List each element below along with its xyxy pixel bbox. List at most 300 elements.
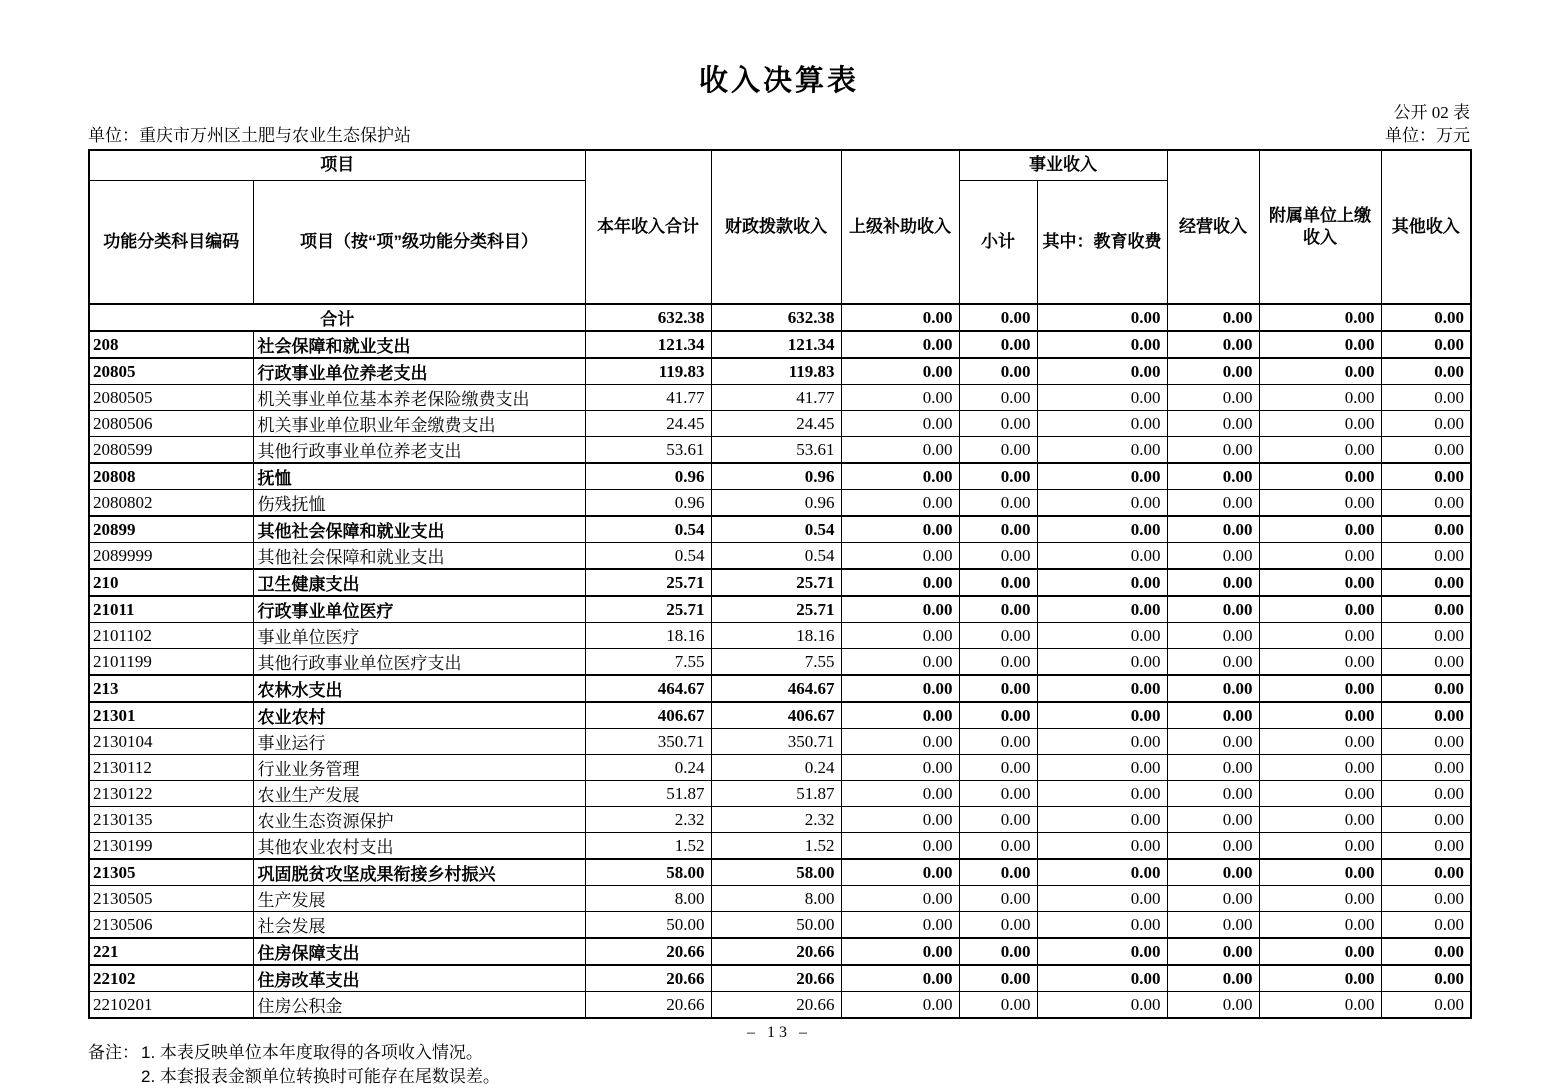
row-value-cell: 0.00	[959, 516, 1037, 543]
row-value-cell: 53.61	[585, 437, 711, 464]
unit-currency-label: 单位：万元	[1385, 126, 1470, 145]
row-value-cell: 0.00	[1037, 569, 1167, 596]
table-row	[89, 490, 1471, 517]
row-value-cell: 0.00	[1259, 781, 1381, 807]
row-value-cell: 20.66	[711, 938, 841, 965]
row-value-cell: 0.00	[1259, 569, 1381, 596]
row-value-cell: 0.00	[841, 729, 959, 755]
income-table	[88, 149, 1472, 1019]
header-col-education: 其中：教育收费	[1037, 180, 1167, 304]
row-value-cell: 0.00	[1167, 596, 1259, 623]
table-row	[89, 623, 1471, 649]
row-value-cell: 0.00	[959, 649, 1037, 676]
row-value-cell: 406.67	[585, 702, 711, 729]
row-code-cell: 2130199	[89, 833, 253, 860]
header-col-subtotal: 小计	[959, 180, 1037, 304]
row-code-cell: 2130506	[89, 912, 253, 939]
table-header	[89, 150, 1471, 304]
row-value-cell: 7.55	[711, 649, 841, 676]
row-value-cell: 0.00	[959, 623, 1037, 649]
row-value-cell: 0.00	[1259, 385, 1381, 411]
row-value-cell: 0.00	[841, 623, 959, 649]
row-code-cell: 20805	[89, 358, 253, 385]
table-row	[89, 437, 1471, 464]
row-value-cell: 119.83	[585, 358, 711, 385]
row-value-cell: 0.00	[1167, 729, 1259, 755]
row-value-cell: 0.00	[959, 912, 1037, 939]
row-value-cell: 0.96	[711, 490, 841, 517]
row-value-cell: 121.34	[711, 331, 841, 358]
row-value-cell: 0.00	[1037, 965, 1167, 992]
row-value-cell: 0.00	[1381, 807, 1471, 833]
row-value-cell: 0.00	[841, 965, 959, 992]
row-value-cell: 0.00	[1381, 411, 1471, 437]
row-value-cell: 0.00	[1259, 675, 1381, 702]
row-value-cell: 0.00	[1167, 886, 1259, 912]
row-value-cell: 0.00	[841, 702, 959, 729]
row-value-cell: 0.00	[1167, 649, 1259, 676]
header-col-code: 功能分类科目编码	[89, 180, 253, 304]
row-value-cell: 0.00	[1259, 516, 1381, 543]
row-value-cell: 0.00	[959, 543, 1037, 570]
row-value-cell: 0.00	[959, 569, 1037, 596]
row-value-cell: 20.66	[711, 992, 841, 1019]
row-value-cell: 0.00	[1259, 411, 1381, 437]
row-value-cell: 58.00	[585, 859, 711, 886]
row-value-cell: 406.67	[711, 702, 841, 729]
row-value-cell: 0.00	[1259, 755, 1381, 781]
row-value-cell: 0.00	[1381, 755, 1471, 781]
row-value-cell: 0.00	[1037, 675, 1167, 702]
row-name-cell: 巩固脱贫攻坚成果衔接乡村振兴	[253, 859, 585, 886]
row-value-cell: 0.00	[1259, 623, 1381, 649]
row-value-cell: 0.00	[1381, 596, 1471, 623]
row-value-cell: 18.16	[585, 623, 711, 649]
row-value-cell: 0.00	[959, 358, 1037, 385]
table-row	[89, 411, 1471, 437]
row-name-cell: 伤残抚恤	[253, 490, 585, 517]
row-value-cell: 0.24	[585, 755, 711, 781]
row-value-cell: 0.00	[1259, 331, 1381, 358]
row-value-cell: 0.00	[1167, 965, 1259, 992]
row-value-cell: 0.00	[1259, 649, 1381, 676]
row-value-cell: 0.00	[1037, 385, 1167, 411]
table-row	[89, 729, 1471, 755]
table-row	[89, 781, 1471, 807]
row-code-cell: 21011	[89, 596, 253, 623]
row-value-cell: 0.00	[959, 992, 1037, 1019]
row-value-cell: 51.87	[585, 781, 711, 807]
row-value-cell: 0.00	[1381, 331, 1471, 358]
row-value-cell: 0.54	[585, 543, 711, 570]
row-name-cell: 住房改革支出	[253, 965, 585, 992]
row-value-cell: 0.54	[585, 516, 711, 543]
row-value-cell: 2.32	[711, 807, 841, 833]
row-value-cell: 350.71	[585, 729, 711, 755]
row-value-cell: 0.00	[1167, 755, 1259, 781]
row-name-cell: 事业运行	[253, 729, 585, 755]
row-value-cell: 0.00	[1167, 516, 1259, 543]
row-value-cell: 0.00	[1381, 675, 1471, 702]
row-value-cell: 0.00	[1381, 992, 1471, 1019]
row-value-cell: 0.00	[1259, 543, 1381, 570]
row-value-cell: 0.00	[1037, 358, 1167, 385]
row-name-cell: 农林水支出	[253, 675, 585, 702]
row-value-cell: 0.00	[1037, 859, 1167, 886]
row-value-cell: 0.00	[1381, 516, 1471, 543]
row-value-cell: 0.00	[959, 755, 1037, 781]
row-value-cell: 0.00	[841, 675, 959, 702]
row-code-cell: 21301	[89, 702, 253, 729]
page-number: – 13 –	[747, 1024, 811, 1041]
table-row	[89, 938, 1471, 965]
row-value-cell: 0.00	[841, 649, 959, 676]
row-code-cell: 21305	[89, 859, 253, 886]
row-code-cell: 221	[89, 938, 253, 965]
row-value-cell: 0.00	[841, 596, 959, 623]
row-value-cell: 0.00	[1167, 543, 1259, 570]
row-value-cell: 0.00	[1037, 437, 1167, 464]
row-value-cell: 0.00	[1167, 702, 1259, 729]
row-value-cell: 0.24	[711, 755, 841, 781]
row-value-cell: 0.00	[1167, 490, 1259, 517]
row-value-cell: 20.66	[585, 938, 711, 965]
row-name-cell: 农业生产发展	[253, 781, 585, 807]
header-business-group: 事业收入	[959, 150, 1167, 180]
row-value-cell: 0.00	[1381, 938, 1471, 965]
row-value-cell: 0.96	[585, 463, 711, 490]
row-value-cell: 0.00	[841, 543, 959, 570]
row-value-cell: 41.77	[711, 385, 841, 411]
row-name-cell: 住房保障支出	[253, 938, 585, 965]
table-row	[89, 463, 1471, 490]
row-name-cell: 生产发展	[253, 886, 585, 912]
row-value-cell: 0.00	[1037, 833, 1167, 860]
row-value-cell: 0.00	[1037, 886, 1167, 912]
row-value-cell: 24.45	[585, 411, 711, 437]
header-col-superior: 上级补助收入	[841, 150, 959, 304]
row-value-cell: 0.00	[1381, 649, 1471, 676]
row-value-cell: 0.00	[841, 912, 959, 939]
row-value-cell: 0.00	[1037, 702, 1167, 729]
row-value-cell: 0.00	[1259, 886, 1381, 912]
table-row	[89, 965, 1471, 992]
unit-line	[88, 125, 1470, 146]
row-value-cell: 0.00	[1167, 912, 1259, 939]
row-value-cell: 41.77	[585, 385, 711, 411]
table-row	[89, 331, 1471, 358]
row-value-cell: 0.00	[1167, 992, 1259, 1019]
row-value-cell: 0.00	[1167, 463, 1259, 490]
header-col-other: 其他收入	[1381, 150, 1471, 304]
row-value-cell: 632.38	[711, 304, 841, 331]
row-name-cell: 机关事业单位职业年金缴费支出	[253, 411, 585, 437]
row-value-cell: 0.00	[1259, 729, 1381, 755]
row-name-cell: 其他社会保障和就业支出	[253, 516, 585, 543]
row-value-cell: 0.00	[1259, 992, 1381, 1019]
table-row	[89, 596, 1471, 623]
row-name-cell: 社会发展	[253, 912, 585, 939]
row-value-cell: 0.00	[1381, 859, 1471, 886]
row-value-cell: 18.16	[711, 623, 841, 649]
row-code-cell: 2101102	[89, 623, 253, 649]
page-title: 收入决算表	[698, 65, 859, 97]
row-code-cell: 2080505	[89, 385, 253, 411]
row-value-cell: 0.00	[1381, 833, 1471, 860]
row-name-cell: 农业农村	[253, 702, 585, 729]
row-value-cell: 0.00	[1037, 411, 1167, 437]
note-line: 2. 本套报表金额单位转换时可能存在尾数误差。	[141, 1067, 500, 1086]
row-value-cell: 58.00	[711, 859, 841, 886]
row-value-cell: 0.00	[841, 385, 959, 411]
row-value-cell: 0.00	[1167, 675, 1259, 702]
row-value-cell: 8.00	[711, 886, 841, 912]
table-row	[89, 516, 1471, 543]
row-value-cell: 0.00	[959, 938, 1037, 965]
row-value-cell: 0.00	[1037, 596, 1167, 623]
row-code-cell: 22102	[89, 965, 253, 992]
table-row	[89, 807, 1471, 833]
row-value-cell: 0.00	[1167, 781, 1259, 807]
row-value-cell: 1.52	[711, 833, 841, 860]
row-code-cell: 2210201	[89, 992, 253, 1019]
table-row	[89, 755, 1471, 781]
table-row	[89, 886, 1471, 912]
row-code-cell: 2130505	[89, 886, 253, 912]
table-row	[89, 649, 1471, 676]
row-value-cell: 0.00	[1259, 807, 1381, 833]
row-value-cell: 0.00	[959, 437, 1037, 464]
table-body	[89, 304, 1471, 1018]
row-name-cell: 行政事业单位养老支出	[253, 358, 585, 385]
table-code-label: 公开 02 表	[1393, 103, 1470, 122]
row-value-cell: 7.55	[585, 649, 711, 676]
note-lines	[141, 1041, 500, 1089]
row-value-cell: 0.00	[1167, 358, 1259, 385]
row-value-cell: 20.66	[585, 965, 711, 992]
row-value-cell: 0.00	[1259, 965, 1381, 992]
row-value-cell: 20.66	[711, 965, 841, 992]
row-value-cell: 0.00	[1167, 385, 1259, 411]
row-value-cell: 0.96	[711, 463, 841, 490]
row-code-cell: 208	[89, 331, 253, 358]
row-value-cell: 0.54	[711, 516, 841, 543]
row-value-cell: 0.00	[1037, 938, 1167, 965]
table-row	[89, 543, 1471, 570]
table-row	[89, 358, 1471, 385]
row-name-cell: 其他行政事业单位医疗支出	[253, 649, 585, 676]
row-value-cell: 0.00	[1167, 304, 1259, 331]
row-value-cell: 0.00	[1037, 543, 1167, 570]
row-value-cell: 0.00	[959, 859, 1037, 886]
table-row	[89, 569, 1471, 596]
row-value-cell: 0.00	[959, 965, 1037, 992]
row-value-cell: 0.00	[959, 490, 1037, 517]
row-value-cell: 0.96	[585, 490, 711, 517]
row-value-cell: 0.00	[1037, 331, 1167, 358]
row-value-cell: 0.00	[1381, 781, 1471, 807]
row-value-cell: 0.00	[1037, 781, 1167, 807]
row-value-cell: 0.00	[841, 886, 959, 912]
row-code-cell: 2080802	[89, 490, 253, 517]
header-col-affiliated: 附属单位上缴收入	[1259, 150, 1381, 304]
row-value-cell: 0.00	[1167, 331, 1259, 358]
row-code-cell: 2101199	[89, 649, 253, 676]
row-value-cell: 0.00	[1167, 623, 1259, 649]
row-value-cell: 0.00	[1381, 912, 1471, 939]
row-value-cell: 0.00	[1167, 938, 1259, 965]
row-value-cell: 0.00	[841, 516, 959, 543]
table-row	[89, 912, 1471, 939]
row-name-cell: 抚恤	[253, 463, 585, 490]
note-line: 1. 本表反映单位本年度取得的各项收入情况。	[141, 1043, 483, 1062]
row-name-cell: 其他行政事业单位养老支出	[253, 437, 585, 464]
row-value-cell: 0.00	[959, 781, 1037, 807]
row-name-cell: 行业业务管理	[253, 755, 585, 781]
row-value-cell: 0.00	[841, 992, 959, 1019]
row-value-cell: 24.45	[711, 411, 841, 437]
row-value-cell: 0.00	[1381, 463, 1471, 490]
row-value-cell: 0.00	[841, 833, 959, 860]
row-value-cell: 0.00	[1381, 702, 1471, 729]
row-value-cell: 2.32	[585, 807, 711, 833]
row-value-cell: 0.00	[1381, 729, 1471, 755]
notes-block	[88, 1041, 1470, 1089]
table-row	[89, 833, 1471, 860]
notes-label: 备注：	[88, 1043, 139, 1062]
header-col-fiscal: 财政拨款收入	[711, 150, 841, 304]
row-value-cell: 0.00	[841, 859, 959, 886]
row-code-cell: 210	[89, 569, 253, 596]
row-value-cell: 0.00	[1167, 411, 1259, 437]
row-value-cell: 0.00	[1037, 649, 1167, 676]
row-value-cell: 0.00	[841, 755, 959, 781]
row-value-cell: 0.00	[841, 938, 959, 965]
row-name-cell: 行政事业单位医疗	[253, 596, 585, 623]
row-value-cell: 0.00	[841, 490, 959, 517]
row-value-cell: 121.34	[585, 331, 711, 358]
document-content	[88, 0, 1470, 1089]
row-name-cell: 住房公积金	[253, 992, 585, 1019]
row-value-cell: 0.00	[1037, 463, 1167, 490]
table-row	[89, 859, 1471, 886]
row-value-cell: 0.00	[1259, 859, 1381, 886]
row-value-cell: 50.00	[585, 912, 711, 939]
header-project-group: 项目	[89, 150, 585, 180]
row-value-cell: 0.00	[1381, 569, 1471, 596]
row-value-cell: 0.00	[959, 411, 1037, 437]
table-row	[89, 675, 1471, 702]
row-value-cell: 0.00	[1167, 569, 1259, 596]
row-value-cell: 0.00	[1381, 965, 1471, 992]
table-row	[89, 304, 1471, 331]
row-value-cell: 119.83	[711, 358, 841, 385]
table-row	[89, 992, 1471, 1019]
row-code-cell: 2080599	[89, 437, 253, 464]
row-value-cell: 0.00	[841, 807, 959, 833]
row-value-cell: 0.00	[959, 463, 1037, 490]
row-value-cell: 464.67	[711, 675, 841, 702]
row-value-cell: 0.00	[1381, 304, 1471, 331]
row-value-cell: 0.00	[1037, 304, 1167, 331]
row-value-cell: 0.00	[841, 411, 959, 437]
row-value-cell: 0.00	[1381, 623, 1471, 649]
row-value-cell: 0.00	[1259, 463, 1381, 490]
row-name-cell: 机关事业单位基本养老保险缴费支出	[253, 385, 585, 411]
row-value-cell: 0.00	[959, 807, 1037, 833]
row-value-cell: 0.00	[1381, 385, 1471, 411]
row-value-cell: 0.00	[1037, 623, 1167, 649]
table-row	[89, 385, 1471, 411]
row-value-cell: 0.00	[841, 781, 959, 807]
row-value-cell: 0.00	[841, 304, 959, 331]
row-code-cell: 2089999	[89, 543, 253, 570]
row-name-cell: 社会保障和就业支出	[253, 331, 585, 358]
row-value-cell: 0.00	[1167, 437, 1259, 464]
row-value-cell: 0.00	[1259, 437, 1381, 464]
row-value-cell: 0.00	[1167, 807, 1259, 833]
unit-name-label: 单位：重庆市万州区土肥与农业生态保护站	[88, 126, 411, 145]
row-value-cell: 0.00	[1259, 304, 1381, 331]
row-value-cell: 8.00	[585, 886, 711, 912]
row-value-cell: 0.00	[959, 331, 1037, 358]
row-name-cell: 其他农业农村支出	[253, 833, 585, 860]
row-value-cell: 0.00	[841, 331, 959, 358]
row-code-cell: 2130122	[89, 781, 253, 807]
row-value-cell: 25.71	[585, 569, 711, 596]
row-value-cell: 0.00	[1381, 490, 1471, 517]
row-code-cell: 2080506	[89, 411, 253, 437]
row-value-cell: 25.71	[711, 596, 841, 623]
row-value-cell: 0.00	[959, 304, 1037, 331]
row-value-cell: 0.00	[959, 385, 1037, 411]
row-value-cell: 0.00	[1381, 358, 1471, 385]
row-value-cell: 0.00	[1037, 992, 1167, 1019]
row-value-cell: 0.54	[711, 543, 841, 570]
header-col-total: 本年收入合计	[585, 150, 711, 304]
row-value-cell: 0.00	[1037, 807, 1167, 833]
row-value-cell: 0.00	[1037, 729, 1167, 755]
row-value-cell: 0.00	[1259, 702, 1381, 729]
row-value-cell: 0.00	[1259, 358, 1381, 385]
row-value-cell: 0.00	[1381, 543, 1471, 570]
row-value-cell: 350.71	[711, 729, 841, 755]
row-value-cell: 20.66	[585, 992, 711, 1019]
row-value-cell: 0.00	[1167, 859, 1259, 886]
row-value-cell: 0.00	[841, 569, 959, 596]
row-value-cell: 0.00	[841, 437, 959, 464]
row-value-cell: 0.00	[959, 702, 1037, 729]
row-name-cell: 事业单位医疗	[253, 623, 585, 649]
row-code-cell: 2130112	[89, 755, 253, 781]
row-code-cell: 213	[89, 675, 253, 702]
row-value-cell: 25.71	[711, 569, 841, 596]
row-value-cell: 0.00	[1259, 490, 1381, 517]
row-value-cell: 0.00	[841, 463, 959, 490]
row-value-cell: 0.00	[1167, 833, 1259, 860]
row-value-cell: 0.00	[1037, 912, 1167, 939]
row-value-cell: 25.71	[585, 596, 711, 623]
row-value-cell: 632.38	[585, 304, 711, 331]
row-value-cell: 0.00	[1037, 516, 1167, 543]
row-value-cell: 1.52	[585, 833, 711, 860]
row-value-cell: 0.00	[959, 729, 1037, 755]
row-value-cell: 0.00	[1381, 886, 1471, 912]
row-value-cell: 51.87	[711, 781, 841, 807]
row-value-cell: 0.00	[1381, 437, 1471, 464]
row-total-label-cell: 合计	[89, 304, 585, 331]
row-code-cell: 2130104	[89, 729, 253, 755]
